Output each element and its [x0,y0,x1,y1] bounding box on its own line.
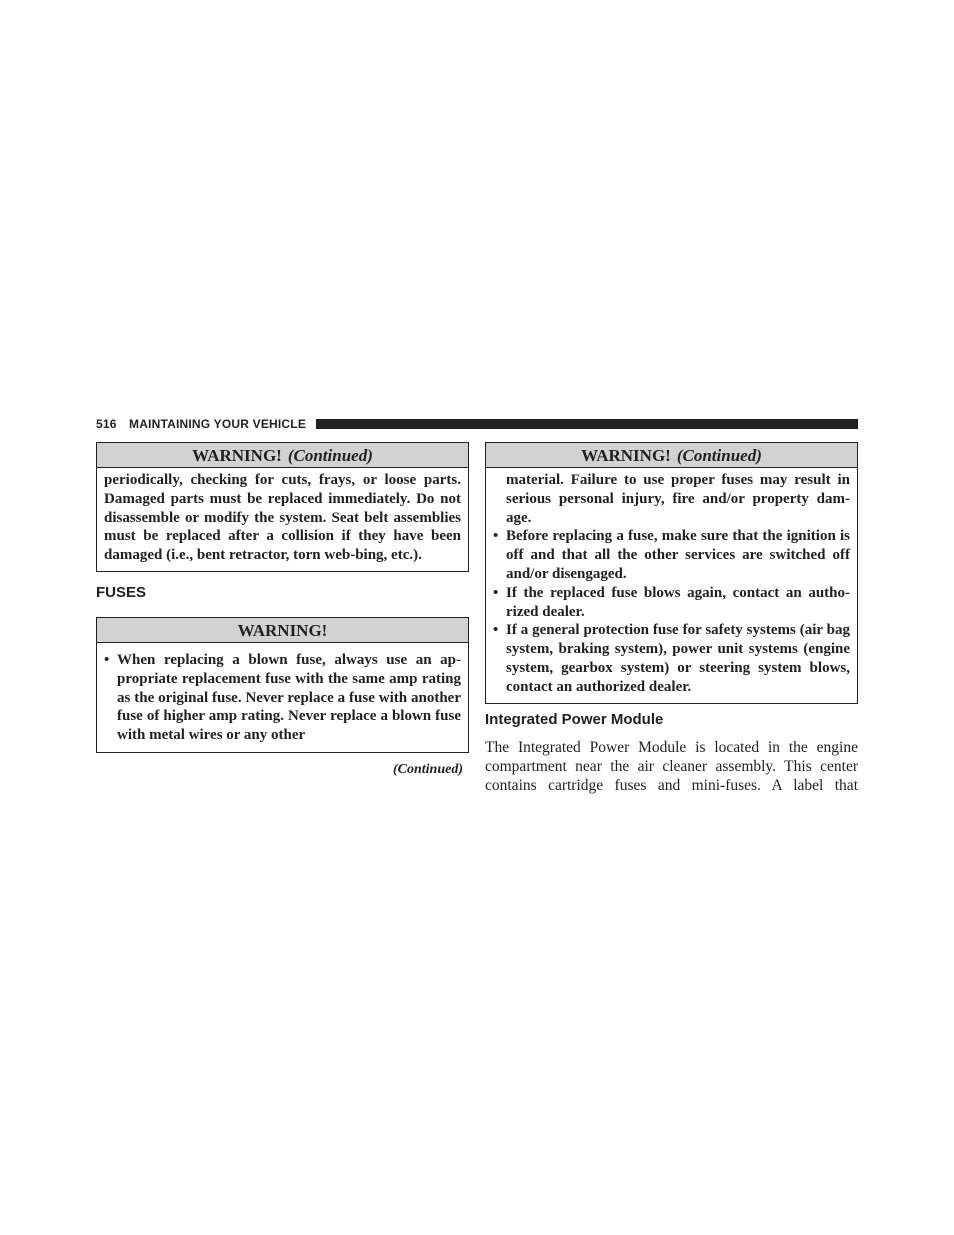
warning-header [97,618,468,643]
warning-box-fuses [96,617,469,753]
warning-continued-label: (Continued) [287,446,373,465]
warning-bullet-list [493,527,850,696]
warning-bullet: • If the replaced fuse blows again, contact an autho-rized dealer. [493,584,850,620]
warning-header [97,443,468,468]
warning-body [97,468,468,571]
warning-lead-text: material. Failure to use proper fuses may result in serious personal injury, fire and/or property dam-age. [506,472,850,526]
right-column [485,442,858,795]
warning-bullet: • Before replacing a fuse, make sure that the ignition is off and that all the other services are switched off and/or disengaged. [493,528,850,582]
warning-title: WARNING! [192,446,282,465]
warning-box-continued-left [96,442,469,572]
warning-text: periodically, checking for cuts, frays, or loose parts. Damaged parts must be replaced immediately. Do not disassemble or modify the system. Seat belt assemblies must be replaced after a collision if they have been damaged (i.e., bent retractor, torn web-bing, etc.). [104,472,461,564]
warning-box-continued-right [485,442,858,704]
ipm-heading: Integrated Power Module [485,710,664,728]
bullet-icon: • [493,622,499,639]
warning-bullet: • If a general protection fuse for safety systems (air bag system, braking system), power unit systems (engine system, gearbox system) or steering system blows, contact an authorized dealer. [493,622,850,695]
warning-bullet: • When replacing a blown fuse, always use an ap-propriate replacement fuse with the same amp rating as the original fuse. Never replace a fuse with another fuse of higher amp rating. Never replace a blown fuse with metal wires or any other [104,651,461,744]
section-name: MAINTAINING YOUR VEHICLE [129,417,307,431]
warning-continued-label: (Continued) [676,446,762,465]
bullet-icon: • [493,584,499,601]
fuses-heading: FUSES [96,583,147,601]
bullet-icon: • [104,651,110,668]
warning-body [97,643,468,752]
warning-title: WARNING! [581,446,671,465]
warning-title: WARNING! [237,620,328,640]
bullet-icon: • [493,528,499,545]
warning-header [486,443,857,468]
page-header [96,416,858,434]
page-number: 516 [96,417,117,431]
warning-body [486,468,857,703]
warning-bullet-list [104,651,461,745]
ipm-paragraph: The Integrated Power Module is located in the engine compartment near the air cleaner assembly. This center contains cartridge fuses and mini-fuses. A label that [485,738,858,794]
header-bar [316,419,858,429]
left-column [96,442,469,778]
continued-footer: (Continued) [392,761,463,777]
